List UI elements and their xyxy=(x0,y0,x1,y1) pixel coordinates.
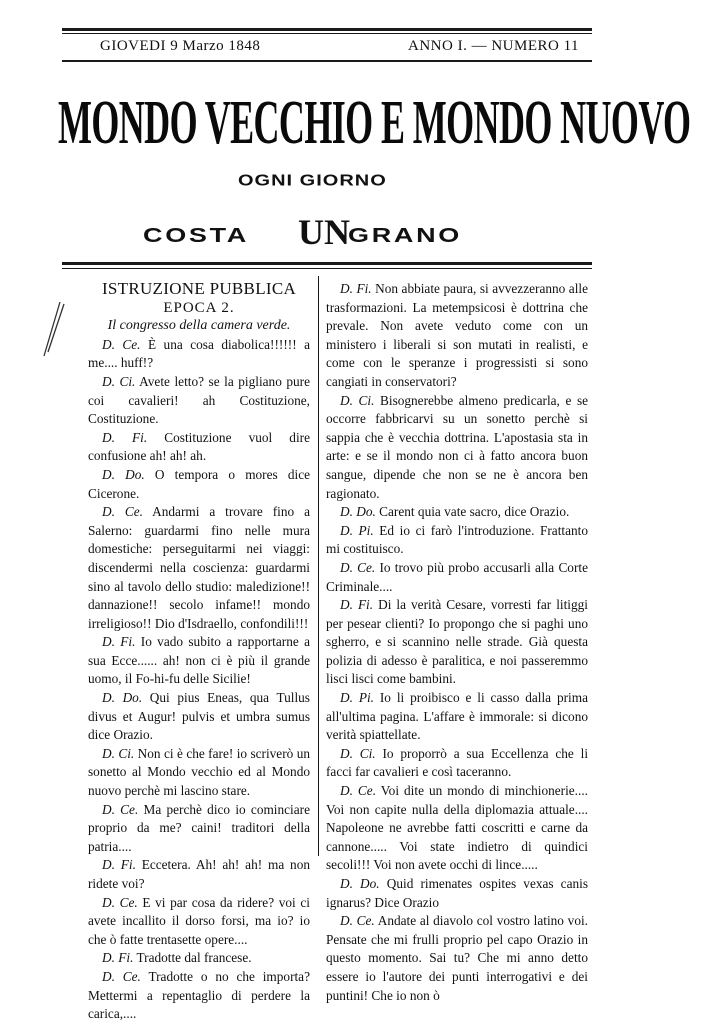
speaker-text: Tradotte dal francese. xyxy=(136,950,252,966)
dialogue-paragraph xyxy=(88,745,310,801)
top-rule-thick xyxy=(62,28,592,31)
speaker-name: D. Do. xyxy=(102,466,145,482)
dialogue-paragraph xyxy=(326,782,588,875)
speaker-text: È una cosa diabolica!!!!!! a me.... huff!? xyxy=(88,336,310,371)
dialogue-paragraph xyxy=(88,949,310,968)
dialogue-paragraph xyxy=(88,336,310,373)
pencil-mark-icon xyxy=(30,300,70,360)
speaker-text: Carent quia vate sacro, dice Orazio. xyxy=(379,504,570,520)
speaker-name: D. Ce. xyxy=(340,783,377,799)
speaker-text: Non abbiate paura, si avvezzeranno alle trasformazioni. La metempsicosi è dottrina che prevale. Non avete veduto come con un ministero i liberali si son mutati in realisti, e come con le speranze i progressisti si sono cangiati in conservatori? xyxy=(326,281,589,389)
issue-number: ANNO I. — NUMERO 11 xyxy=(408,38,580,54)
dialogue-paragraph xyxy=(326,689,588,745)
left-dialogue xyxy=(88,336,310,1024)
article-section: Il congresso della camera verde. xyxy=(107,318,291,334)
dialogue-paragraph xyxy=(88,633,310,689)
speaker-name: D. Fi. xyxy=(340,597,374,613)
speaker-text: Non ci è che fare! io scriverò un sonetto al Mondo vecchio ed al Mondo nuovo perchè mi lascino stare. xyxy=(88,745,310,799)
speaker-text: Io trovo più probo accusarli alla Corte Criminale.... xyxy=(326,559,588,594)
speaker-text: Ma perchè dico io cominciare proprio da me? caini! traditori della patria.... xyxy=(88,801,310,854)
speaker-text: Voi dite un mondo di minchionerie.... Voi non capite nulla della diplomazia attuale.... Napoleone ne avrebbe fatti coscritti e carne da cannone..... Voi state indietro di quindici secoli!!! Voi non avete occhi di lince..... xyxy=(326,783,588,873)
dialogue-paragraph xyxy=(326,503,588,522)
speaker-name: D. Ci. xyxy=(340,392,375,408)
speaker-text: Tradotte o no che importa? Mettermi a repentaglio di perdere la carica,.... xyxy=(88,968,310,1022)
speaker-text: Io proporrò a sua Eccellenza che li facci far cavalieri e così taceranno. xyxy=(326,745,589,780)
speaker-text: Io li proibisco e li casso dalla prima all'ultima pagina. L'affare è immorale: si dicono verità spiattellate. xyxy=(326,690,588,743)
speaker-name: D. Pi. xyxy=(340,522,374,538)
speaker-text: E vi par cosa da ridere? voi ci avete incallito il dorso forsi, ma io? io che ò fatte trentasette opere.... xyxy=(88,894,310,947)
speaker-name: D. Do. xyxy=(340,504,376,520)
speaker-name: D. Do. xyxy=(340,876,380,891)
masthead-rule-thin xyxy=(62,268,592,269)
header-rule xyxy=(62,60,592,62)
article-title: ISTRUZIONE PUBBLICA xyxy=(101,279,297,298)
speaker-name: D. Ce. xyxy=(102,801,139,817)
dialogue-paragraph xyxy=(326,392,588,504)
dialogue-paragraph xyxy=(88,894,310,950)
speaker-name: D. Ce. xyxy=(102,336,141,352)
speaker-name: D. Ce. xyxy=(102,968,141,984)
article-epoch: EPOCA 2. xyxy=(163,299,235,316)
dialogue-paragraph xyxy=(326,559,588,596)
dialogue-paragraph xyxy=(326,596,588,689)
slogan-ogni-giorno: OGNI GIORNO xyxy=(238,172,387,190)
speaker-name: D. Ce. xyxy=(340,913,375,929)
dialogue-paragraph xyxy=(326,745,588,782)
masthead-rule-thick xyxy=(62,262,592,265)
article-right-column xyxy=(326,280,588,1005)
speaker-text: Quid rimenates ospites vexas canis ignarus? Dice Orazio xyxy=(326,876,589,910)
speaker-text: Andarmi a trovare fino a Salerno: guardarmi fino nelle mura domestiche: perseguitarmi nei viaggi: discendermi nella coscienza: guardarmi sino al tavolo dello studio: maledizione!! dannazione!! secolo infame!! mondo irreligioso!! Dio d'Isdraello, confondili!!! xyxy=(88,504,310,631)
slogan-costa-un-grano xyxy=(143,212,513,253)
speaker-text: Andate al diavolo col vostro latino voi. Pensate che mi frulli proprio pel capo Orazio in questo momento. Sai tu? Che mi anno detto essere io l'autore dei punti interrogativi e dei puntini! Che io non ò xyxy=(326,913,588,1003)
issue-date: GIOVEDI 9 Marzo 1848 xyxy=(100,38,261,54)
right-dialogue xyxy=(326,280,588,1005)
speaker-name: D. Ci. xyxy=(340,745,376,761)
dialogue-paragraph xyxy=(88,968,310,1024)
dialogue-paragraph xyxy=(88,466,310,503)
column-divider xyxy=(318,276,319,856)
speaker-name: D. Ce. xyxy=(102,894,138,910)
slogan-grano: GRANO xyxy=(348,225,463,247)
masthead-title: MONDO VECCHIO E MONDO NUOVO xyxy=(58,87,691,157)
speaker-text: O tempora o mores dice Cicerone. xyxy=(88,466,311,501)
speaker-text: Eccetera. Ah! ah! ah! ma non ridete voi? xyxy=(88,857,310,891)
speaker-name: D. Fi. xyxy=(340,281,372,296)
speaker-name: D. Ce. xyxy=(340,559,376,575)
dialogue-paragraph xyxy=(88,429,310,466)
speaker-text: Io vado subito a rapportarne a sua Ecce...... ah! non ci è più il grande uomo, il Fo-hi-fu delle Sicilie! xyxy=(88,634,310,687)
dialogue-paragraph xyxy=(326,875,588,912)
slogan-un: UN xyxy=(298,212,350,252)
dialogue-paragraph xyxy=(88,689,310,745)
dialogue-paragraph xyxy=(326,912,588,1005)
speaker-text: Di la verità Cesare, vorresti far litiggi per pesear clienti? Io propongo che si paghi uno sgherro, e si scannino nelle strade. Già questa polizia di adesso è paralitica, e noi passeremmo lisci lisci come bambini. xyxy=(326,597,588,687)
article-left-column xyxy=(88,280,310,1024)
slogan-costa: COSTA xyxy=(143,225,249,247)
speaker-name: D. Ci. xyxy=(102,745,135,761)
top-rule-thin xyxy=(62,33,592,34)
dialogue-paragraph xyxy=(326,522,588,559)
speaker-name: D. Do. xyxy=(102,690,143,706)
speaker-name: D. Fi. xyxy=(102,950,134,966)
speaker-name: D. Ci. xyxy=(102,373,136,389)
speaker-text: Ed io ci farò l'introduzione. Frattanto mi costituisco. xyxy=(326,522,588,557)
dialogue-paragraph xyxy=(88,856,310,893)
dialogue-paragraph xyxy=(88,801,310,857)
speaker-text: Avete letto? se la pigliano pure coi cavalieri! ah Costituzione, Costituzione. xyxy=(88,373,311,427)
speaker-name: D. Fi. xyxy=(102,857,136,873)
speaker-text: Costituzione vuol dire confusione ah! ah! ah. xyxy=(88,429,310,464)
dialogue-paragraph xyxy=(326,280,588,392)
speaker-text: Bisognerebbe almeno predicarla, e se occorre fabbricarvi su un sonetto perchè si sappia che è vecchia dottrina. L'apostasia sta in arte: e se il mondo non ci à fatto ancora buon sangue, dipende che non se ne è ancora ben ragionato. xyxy=(326,392,589,501)
speaker-name: D. Fi. xyxy=(102,634,136,650)
speaker-name: D. Fi. xyxy=(102,429,148,445)
speaker-name: D. Pi. xyxy=(340,690,374,706)
dialogue-paragraph xyxy=(88,503,310,633)
dialogue-paragraph xyxy=(88,373,310,429)
speaker-text: Qui pius Eneas, qua Tullus divus et Augur! pulvis et umbra sumus dice Orazio. xyxy=(88,690,310,743)
speaker-name: D. Ce. xyxy=(102,504,143,520)
